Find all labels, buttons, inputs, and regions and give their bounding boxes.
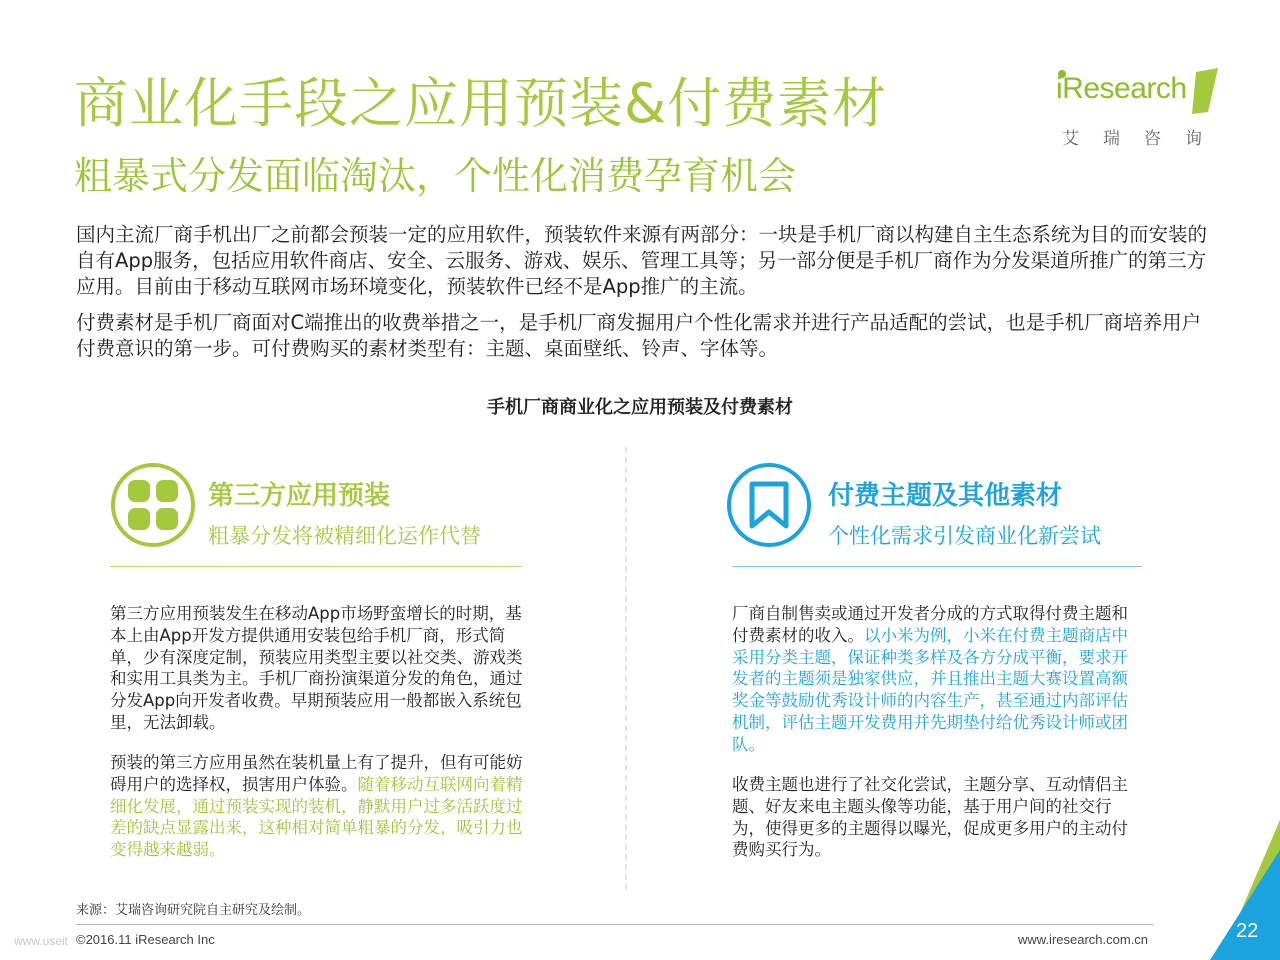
watermark: www.useit	[14, 934, 69, 948]
left-card-body-1: 第三方应用预装发生在移动App市场野蛮增长的时期，基本上由App开发方提供通用安装包给手机厂商，形式简单，少有深度定制，预装应用类型主要以社交类、游戏类和实用工具类为主。手机厂商扮演渠道分发的角色，通过分发App向开发者收费。早期预装应用一般都嵌入系统包里，无法卸载。	[110, 604, 523, 732]
left-card-title: 第三方应用预装	[208, 481, 391, 511]
logo-subtext: 艾瑞咨询	[1062, 129, 1226, 149]
section-title: 手机厂商商业化之应用预装及付费素材	[487, 397, 793, 418]
footer-divider	[76, 924, 1154, 925]
right-card-body-2: 收费主题也进行了社交化尝试，主题分享、互动情侣主题、好友来电主题头像等功能，基于用户间的社交行为，使得更多的主题得以曝光，促成更多用户的主动付费购买行为。	[732, 775, 1128, 860]
left-card-divider	[110, 566, 522, 567]
bookmark-icon	[726, 462, 812, 548]
site-url: www.iresearch.com.cn	[1018, 932, 1149, 947]
left-card-body-2	[110, 752, 528, 861]
right-body-1-plain: 厂商自制售卖或通过开发者分成的方式取得付费主题和付费素材的收入。	[732, 604, 1128, 645]
page-subtitle: 粗暴式分发面临淘汰，个性化消费孕育机会	[74, 154, 797, 198]
left-body-2-plain: 预装的第三方应用虽然在装机量上有了提升，但有可能妨碍用户的选择权，损害用户体验。	[110, 753, 523, 794]
logo-text: iResearch	[1056, 72, 1187, 105]
intro-paragraph-2: 付费素材是手机厂商面对C端推出的收费举措之一，是手机厂商发掘用户个性化需求并进行产品适配的尝试，也是手机厂商培养用户付费意识的第一步。可付费购买的素材类型有：主题、桌面壁纸、铃声、字体等。	[76, 311, 1202, 360]
right-card-subtitle: 个性化需求引发商业化新尝试	[828, 524, 1101, 548]
copyright: ©2016.11 iResearch Inc	[76, 932, 215, 947]
right-body-1-highlight: 以小米为例，小米在付费主题商店中采用分类主题，保证种类多样及各方分成平衡，要求开发者的主题须是独家供应，并且推出主题大赛设置高额奖金等鼓励优秀设计师的内容生产，甚至通过内部评估机制，评估主题开发费用并先期垫付给优秀设计师或团队。	[732, 625, 1128, 754]
column-divider	[625, 447, 627, 890]
left-body-2-highlight: 随着移动互联网向着精细化发展，通过预装实现的装机，静默用户过多活跃度过差的缺点显露出来，这种相对简单粗暴的分发，吸引力也变得越来越弱。	[110, 774, 523, 860]
right-card-divider	[732, 566, 1142, 567]
left-card-subtitle: 粗暴分发将被精细化运作代替	[208, 524, 481, 548]
page-title: 商业化手段之应用预装&付费素材	[74, 72, 888, 135]
page-number: 22	[1236, 920, 1259, 942]
right-card-title: 付费主题及其他素材	[828, 481, 1063, 511]
source-note: 来源：艾瑞咨询研究院自主研究及绘制。	[76, 903, 311, 918]
iresearch-logo	[1056, 66, 1226, 150]
right-card-body-1	[732, 603, 1144, 756]
app-grid-icon	[110, 462, 196, 548]
intro-paragraph-1: 国内主流厂商手机出厂之前都会预装一定的应用软件，预装软件来源有两部分：一块是手机厂商以构建自主生态系统为目的而安装的自有App服务，包括应用软件商店、安全、云服务、游戏、娱乐、管理工具等；另一部分便是手机厂商作为分发渠道所推广的第三方应用。目前由于移动互联网市场环境变化，预装软件已经不是App推广的主流。	[76, 223, 1208, 298]
